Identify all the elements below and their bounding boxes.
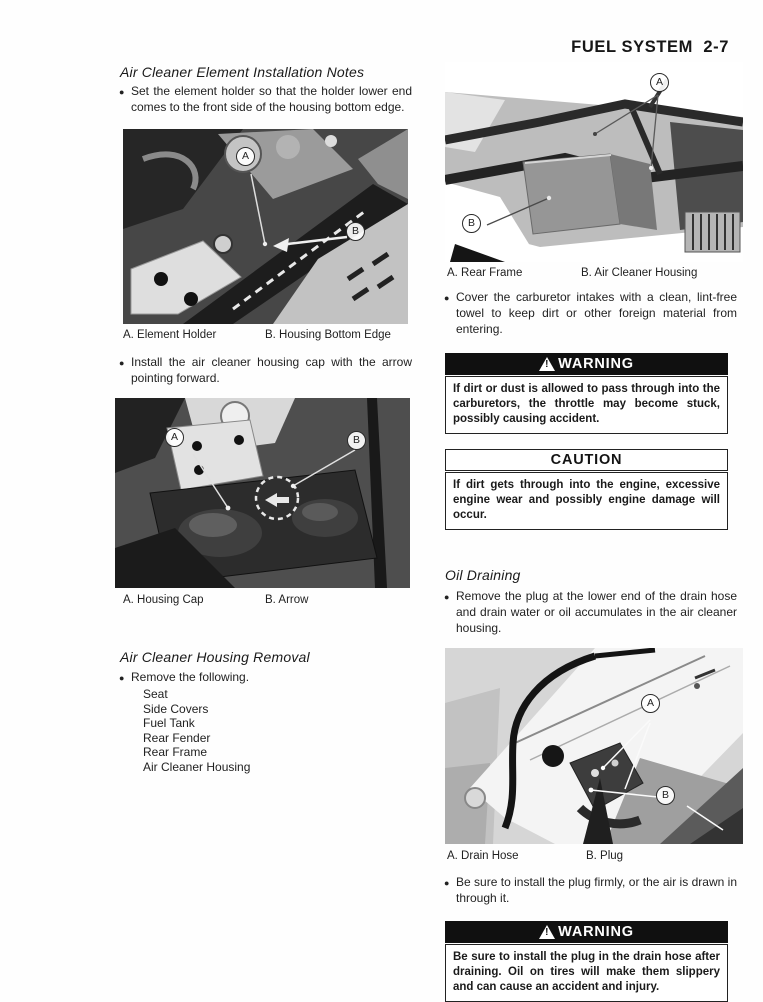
removal-item: Air Cleaner Housing xyxy=(143,759,251,774)
caption-air-cleaner-housing: B. Air Cleaner Housing xyxy=(581,267,698,279)
caption-drain-hose: A. Drain Hose xyxy=(447,850,519,862)
callout-a: A xyxy=(165,428,184,447)
photo-element-holder xyxy=(123,129,408,324)
right-column xyxy=(445,62,737,1002)
photo-drain-hose xyxy=(445,648,743,844)
warning-box-plug xyxy=(445,921,728,1002)
warning-title: WARNING xyxy=(558,356,634,372)
photo-housing-cap xyxy=(115,398,410,588)
page-title: FUEL SYSTEM 2-7 xyxy=(571,38,729,56)
photo-element-holder-art xyxy=(123,129,408,324)
bullet-cover-carburetor: ● Cover the carburetor intakes with a clean, lint-free towel to keep dirt or other foreign material from entering. xyxy=(445,289,737,337)
warning-title: WARNING xyxy=(558,924,634,940)
caption-rear-frame: A. Rear Frame xyxy=(447,267,523,279)
bullet-install-plug-firmly: ● Be sure to install the plug firmly, or the air is drawn in through it. xyxy=(445,874,737,906)
section-title-oil-draining: Oil Draining xyxy=(445,567,521,583)
warning-body: If dirt or dust is allowed to pass through into the carburetors, the throttle may become stuck, possibly causing accident. xyxy=(445,376,728,434)
photo-housing-cap-art xyxy=(115,398,410,588)
callout-a: A xyxy=(650,73,669,92)
caption-housing-bottom-edge: B. Housing Bottom Edge xyxy=(265,329,391,341)
callout-a: A xyxy=(641,694,660,713)
callout-a: A xyxy=(236,147,255,166)
figure-captions xyxy=(123,594,412,606)
warning-header xyxy=(445,921,728,943)
caution-title: CAUTION xyxy=(550,452,623,468)
figure-captions xyxy=(445,850,737,862)
warning-body: Be sure to install the plug in the drain hose after draining. Oil on tires will make them slippery and can cause an accident and injury. xyxy=(445,944,728,1002)
removal-item: Fuel Tank xyxy=(143,716,195,731)
removal-items-list xyxy=(120,687,412,775)
caution-header xyxy=(445,449,728,471)
warning-box-carburetors xyxy=(445,353,728,434)
warning-triangle-icon: ! xyxy=(539,357,555,371)
photo-rear-frame-art xyxy=(445,62,743,262)
caption-element-holder: A. Element Holder xyxy=(123,329,217,341)
warning-header xyxy=(445,353,728,375)
photo-drain-hose-art xyxy=(445,648,743,844)
section-title-housing-removal: Air Cleaner Housing Removal xyxy=(120,649,310,665)
removal-item: Seat xyxy=(143,687,168,701)
warning-triangle-icon: ! xyxy=(539,925,555,939)
caution-box-engine xyxy=(445,449,728,530)
photo-rear-frame xyxy=(445,62,743,262)
figure-rear-frame xyxy=(445,62,737,279)
bullet-remove-following: ● Remove the following. xyxy=(120,669,412,685)
figure-captions xyxy=(445,267,737,279)
bullet-remove-plug: ● Remove the plug at the lower end of the drain hose and drain water or oil accumulates in the air cleaner housing. xyxy=(445,588,737,636)
left-column xyxy=(120,64,412,775)
figure-captions xyxy=(123,329,412,341)
removal-item: Rear Fender xyxy=(143,730,211,745)
caption-housing-cap: A. Housing Cap xyxy=(123,594,204,606)
caption-arrow: B. Arrow xyxy=(265,594,309,606)
caption-plug: B. Plug xyxy=(586,850,624,862)
figure-housing-cap xyxy=(120,398,412,606)
removal-item: Side Covers xyxy=(143,701,209,716)
callout-b: B xyxy=(656,786,675,805)
bullet-install-housing-cap: ● Install the air cleaner housing cap with the arrow pointing forward. xyxy=(120,354,412,386)
bullet-set-element-holder: ● Set the element holder so that the holder lower end comes to the front side of the housing bottom edge. xyxy=(120,83,412,115)
caution-body: If dirt gets through into the engine, excessive engine wear and possibly engine damage will occur. xyxy=(445,472,728,530)
figure-element-holder xyxy=(120,129,412,341)
section-title-install-notes: Air Cleaner Element Installation Notes xyxy=(120,64,365,80)
removal-item: Rear Frame xyxy=(143,745,208,760)
figure-drain-hose xyxy=(445,648,737,862)
callout-b: B xyxy=(347,431,366,450)
callout-b: B xyxy=(462,214,481,233)
callout-b: B xyxy=(346,222,365,241)
